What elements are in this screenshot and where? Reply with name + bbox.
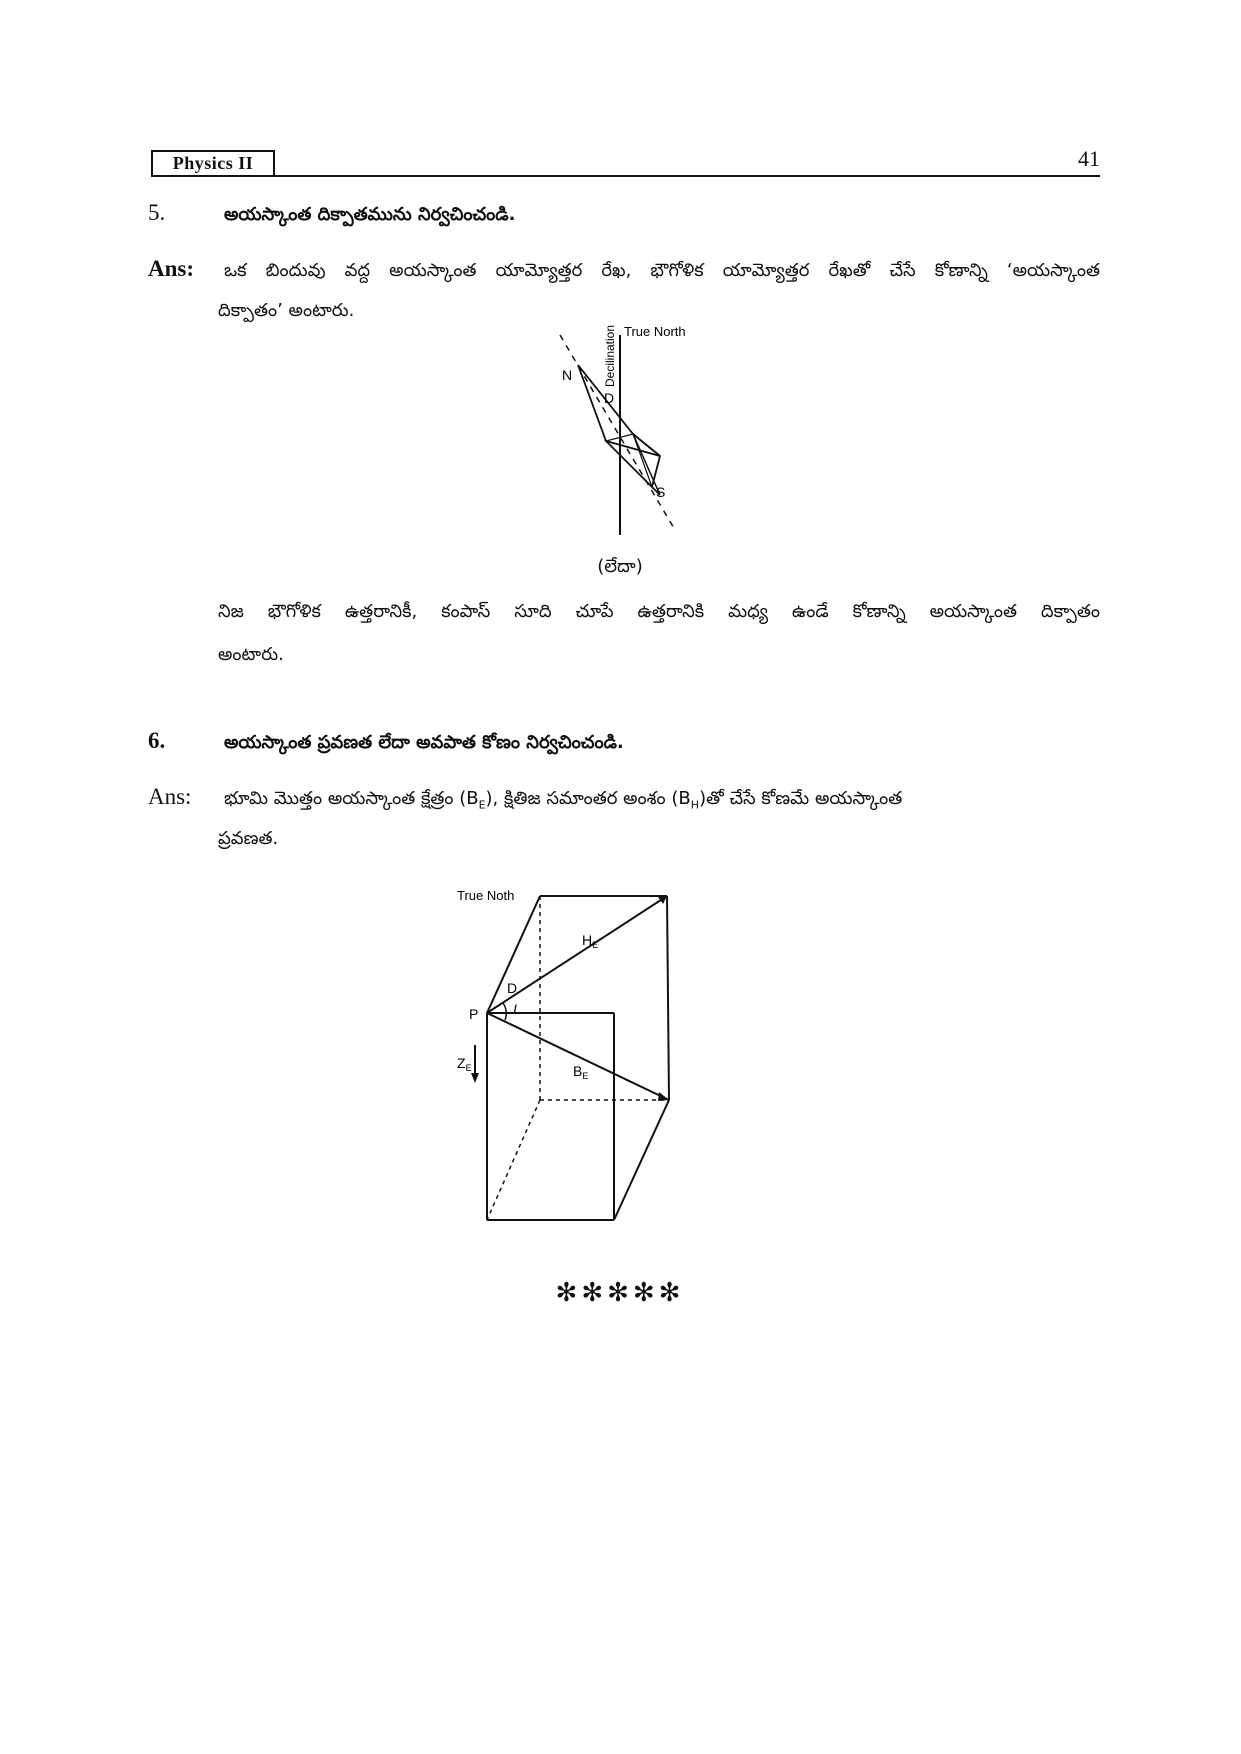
subject-label: Physics II: [172, 153, 254, 173]
answer-5-label: Ans:: [148, 256, 195, 281]
north-pole-label: N: [562, 367, 573, 383]
section-end-stars: ✻✻✻✻✻: [555, 1278, 685, 1308]
true-noth-label: True Noth: [457, 888, 515, 903]
true-north-label: True North: [624, 324, 686, 339]
answer-5-line-1: ఒక బిందువు వద్ద అయస్కాంత యామ్యోత్తర రేఖ, భౌగోళిక యామ్యోత్తర రేఖతో చేసే కోణాన్ని ‘అయస్కాంత: [224, 260, 1100, 281]
vertical-field-label: $Z_E$: [457, 1055, 472, 1073]
page-number: 41: [1078, 146, 1100, 171]
declination-diagram: [540, 300, 720, 540]
question-6-number: 6.: [148, 728, 166, 753]
subject-label-box: [151, 150, 275, 177]
point-p-label: P: [469, 1006, 479, 1022]
answer-6-line-2: ప్రవణత.: [218, 828, 279, 849]
dip-angle-label: I: [513, 1001, 517, 1017]
answer-6-segment-1: భూమి మొత్తం అయస్కాంత క్షేత్రం $(B_E)$, క్షితిజ సమాంతర అంశం $(B_H)తో$ చేసే కోణమే అయస్కాంత: [224, 788, 903, 812]
answer-6-label: Ans:: [148, 784, 192, 809]
answer-5-line-2: దిక్పాతం’ అంటారు.: [218, 300, 355, 321]
question-5-text: అయస్కాంత దిక్పాతమును నిర్వచించండి.: [224, 204, 516, 225]
declination-angle-label: D: [507, 980, 518, 996]
or-caption: (లేదా): [597, 556, 643, 577]
horizontal-field-label: $H_E$: [582, 932, 599, 950]
alt-answer-line-1: నిజ భౌగోళిక ఉత్తరానికీ, కంపాస్ సూది చూపే ఉత్తరానికి మధ్య ఉండే కోణాన్ని అయస్కాంత దిక్పాతం: [218, 601, 1100, 622]
south-pole-label: S: [656, 484, 666, 500]
alt-answer-line-2: అంటారు.: [218, 644, 284, 665]
question-6-text: అయస్కాంత ప్రవణత లేదా అవపాత కోణం నిర్వచించండి.: [224, 732, 624, 753]
answer-6-line-1: [224, 788, 1100, 813]
total-field-label: $B_E$: [573, 1063, 589, 1081]
header-rule: [275, 175, 1100, 177]
dip-angle-diagram: [455, 880, 695, 1225]
declination-angle-label: D: [604, 390, 615, 406]
question-5-number: 5.: [148, 200, 166, 225]
declination-label: Decilination: [603, 324, 617, 387]
